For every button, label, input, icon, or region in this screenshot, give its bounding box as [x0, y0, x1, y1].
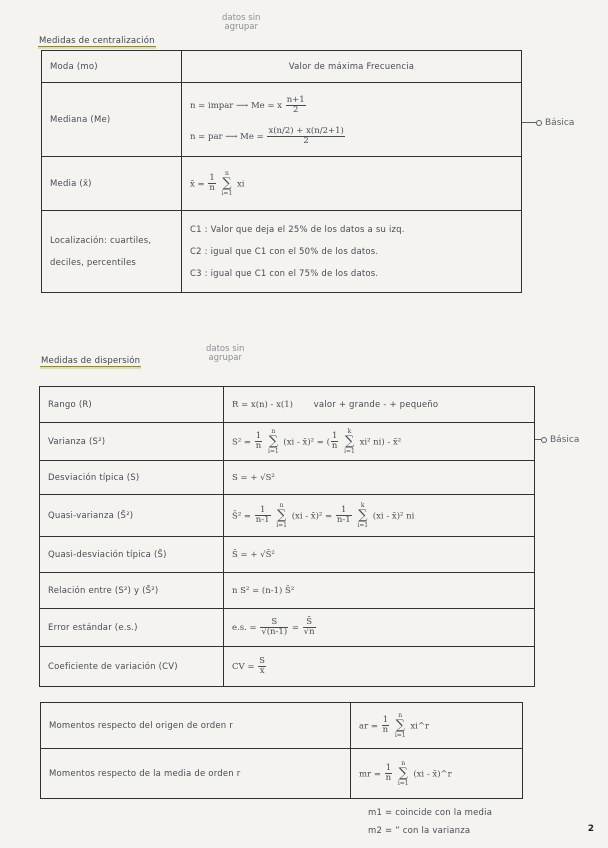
value-coef-variacion: CV = $\frac{S}{x̄}$	[224, 647, 535, 687]
table-row	[40, 423, 535, 461]
label-mediana: Mediana (Me)	[42, 83, 182, 157]
label-error-estandar: Error estándar (e.s.)	[40, 609, 224, 647]
label-quasi-varianza: Quasi-varianza (S̄²)	[40, 495, 224, 537]
label-moda: Moda (mo)	[42, 51, 182, 83]
label-quasi-desviacion: Quasi-desviación típica (S̄)	[40, 537, 224, 573]
label-relacion: Relación entre (S²) y (S̄²)	[40, 573, 224, 609]
note-line: datos sin	[206, 344, 245, 354]
value-varianza: S² = $\frac{1}{n}$ n ∑ i=1 (xi - x̄)² = ( $\frac{1}{n}$ k ∑ i=1 xi² ni) - x̄²	[224, 423, 535, 461]
mediana-odd: n = impar ⟶ Me = x $\frac{n+1}{2}$	[190, 94, 305, 115]
table-row	[42, 211, 522, 293]
value-localizacion	[182, 211, 522, 293]
value-momentos-origen: ar = $\frac{1}{n}$ n ∑ i=1 xi^r	[351, 703, 523, 749]
table-centralizacion	[41, 50, 522, 293]
section-title-text: Medidas de centralización	[39, 36, 155, 46]
cuartil-3: C3 : igual que C1 con el 75% de los datos.	[190, 268, 379, 279]
section-title-text: Medidas de dispersión	[41, 356, 141, 366]
table-row	[40, 647, 535, 687]
page-number: 2	[587, 824, 594, 834]
label-desviacion: Desviación típica (S)	[40, 461, 224, 495]
value-error-estandar: e.s. = $\frac{S}{√(n-1)}$ = $\frac{S̄}{√n}$	[224, 609, 535, 647]
value-quasi-desviacion: S̄ = + √S̄²	[224, 537, 535, 573]
value-desviacion: S = + √S²	[224, 461, 535, 495]
mediana-even: n = par ⟶ Me = $\frac{x(n/2) + x(n/2+1)}{2}$	[190, 125, 344, 146]
label-localizacion: Localización: cuartiles, deciles, percentiles	[42, 211, 182, 293]
table-row	[40, 609, 535, 647]
section-title-centralizacion	[38, 36, 156, 46]
value-mediana	[182, 83, 522, 157]
table-dispersion	[39, 386, 535, 687]
cuartil-1: C1 : Valor que deja el 25% de los datos a su izq.	[190, 224, 405, 235]
table-row	[40, 573, 535, 609]
table-row	[41, 703, 523, 749]
side-label-basica-2: Básica	[535, 435, 579, 445]
value-quasi-varianza: S̄² = $\frac{1}{n-1}$ n ∑ i=1 (xi - x̄)² = $\frac{1}{n-1}$ k ∑ i=1 (xi - x̄)² ni	[224, 495, 535, 537]
note-line: datos sin	[222, 13, 261, 23]
table-row	[40, 461, 535, 495]
value-rango: R = x(n) - x(1) valor + grande - + pequeño	[224, 387, 535, 423]
label-momentos-origen: Momentos respecto del origen de orden r	[41, 703, 351, 749]
label-media: Media (x̄)	[42, 157, 182, 211]
note-line: agrupar	[208, 353, 243, 363]
table-row	[42, 157, 522, 211]
cuartil-2: C2 : igual que C1 con el 50% de los datos.	[190, 246, 379, 257]
section-title-dispersion	[40, 356, 141, 366]
label-momentos-media: Momentos respecto de la media de orden r	[41, 749, 351, 799]
note-datos-sin-agrupar-1	[222, 14, 260, 32]
label-rango: Rango (R)	[40, 387, 224, 423]
value-relacion: n S² = (n-1) S̄²	[224, 573, 535, 609]
table-momentos	[40, 702, 523, 799]
table-row	[42, 83, 522, 157]
table-row	[42, 51, 522, 83]
table-row	[40, 495, 535, 537]
value-moda: Valor de máxima Frecuencia	[182, 51, 522, 83]
side-label-basica-1: Básica	[522, 118, 574, 128]
note-m1: m1 = coincide con la media	[368, 808, 493, 818]
note-m2: m2 = ” con la varianza	[368, 826, 471, 836]
label-varianza: Varianza (S²)	[40, 423, 224, 461]
value-media: x̄ = $\frac{1}{n}$ n ∑ i=1 xi	[182, 157, 522, 211]
table-row	[40, 537, 535, 573]
table-row	[41, 749, 523, 799]
value-momentos-media: mr = $\frac{1}{n}$ n ∑ i=1 (xi - x̄)^r	[351, 749, 523, 799]
note-datos-sin-agrupar-2	[206, 345, 244, 363]
note-line: agrupar	[224, 22, 259, 32]
table-row	[40, 387, 535, 423]
label-coef-variacion: Coeficiente de variación (CV)	[40, 647, 224, 687]
